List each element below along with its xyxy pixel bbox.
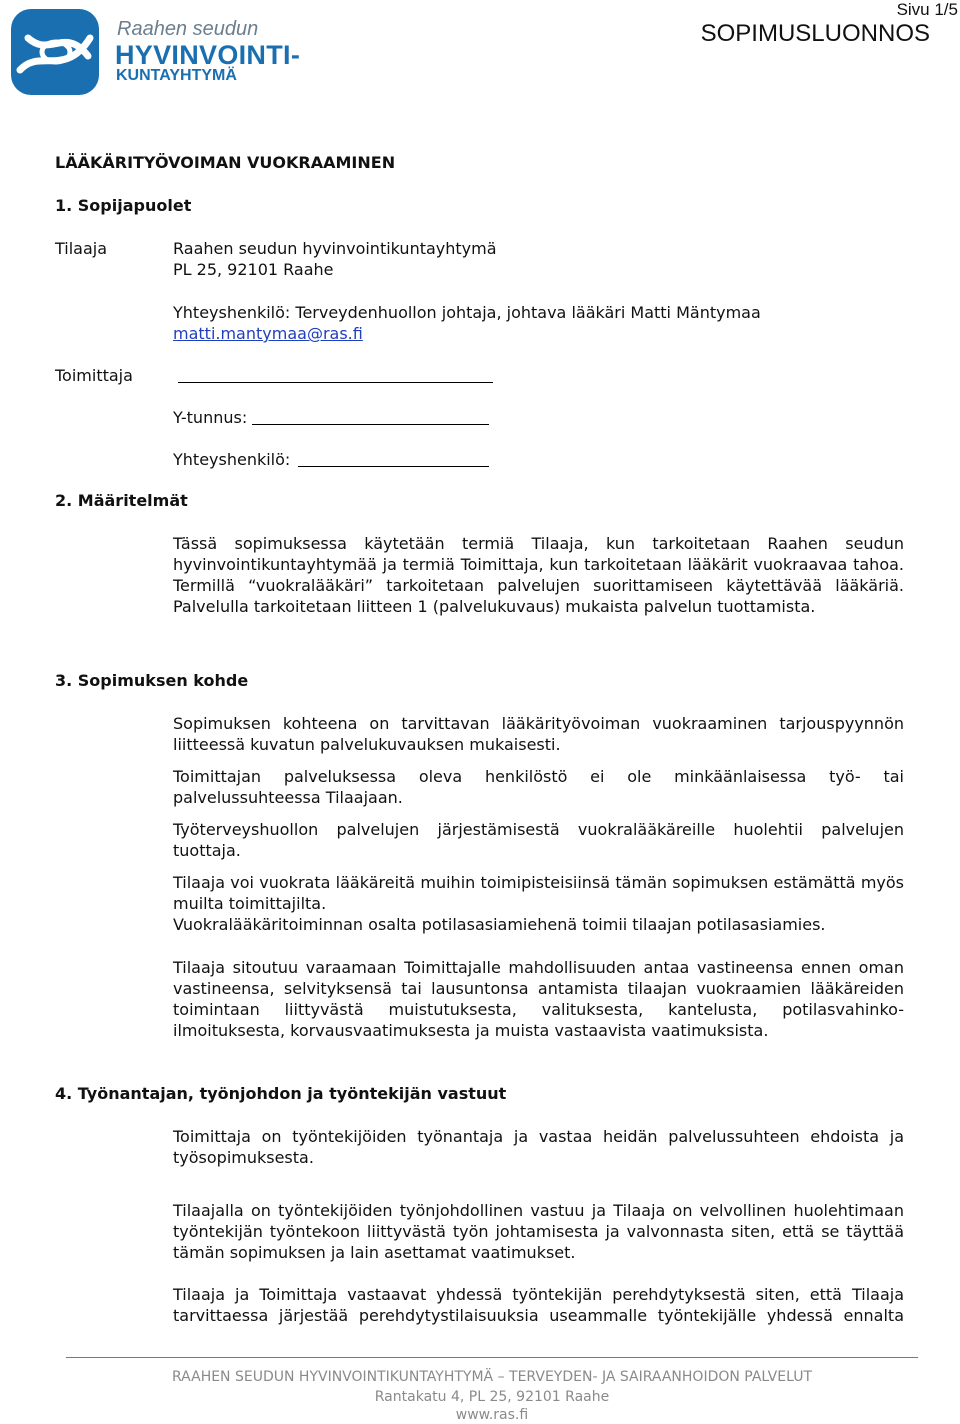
logo-text-line1: Raahen seudun — [117, 18, 259, 40]
footer-address: Rantakatu 4, PL 25, 92101 Raahe — [374, 1389, 610, 1405]
section4-paragraph-1: Toimittaja on työntekijöiden työnantaja ja vastaa heidän palvelussuhteen ehdoista ja työsopimuksesta. — [173, 1127, 904, 1167]
section2-paragraph: Tässä sopimuksessa käytetään termiä Tilaaja, kun tarkoitetaan Raahen seudun hyvinvointikuntayhtymää ja termiä Toimittaja, kun tarkoitetaan lääkärit vuokraavaa tahoa. Termillä “vuokralääkäri” tarkoitetaan palvelujen suorittamiseen käytettävää lääkäriä. Palvelulla tarkoitetaan liitteen 1 (palvelukuvaus) mukaista palvelun tuottamista. — [173, 534, 904, 616]
tilaaja-address: PL 25, 92101 Raahe — [173, 260, 334, 279]
section3-paragraph-4: Tilaaja voi vuokrata lääkäreitä muihin toimipisteisiinsä tämän sopimuksen estämättä myös muilta toimittajilta. — [173, 873, 904, 913]
section3-paragraph-2: Toimittajan palveluksessa oleva henkilöstö ei ole minkäänlaisessa työ- tai palvelussuhteessa Tilaajaan. — [173, 767, 904, 807]
footer-organization: RAAHEN SEUDUN HYVINVOINTIKUNTAYHTYMÄ – TERVEYDEN- JA SAIRAANHOIDON PALVELUT — [171, 1369, 813, 1385]
document-title: LÄÄKÄRITYÖVOIMAN VUOKRAAMINEN — [55, 153, 396, 172]
page-number: Sivu 1/5 — [896, 0, 958, 19]
section1-heading: 1. Sopijapuolet — [55, 196, 192, 215]
knot-logo-icon — [10, 8, 102, 98]
footer-website[interactable]: www.ras.fi — [455, 1407, 529, 1423]
footer-divider — [66, 1357, 918, 1358]
logo-text-line2: HYVINVOINTI- — [115, 40, 301, 70]
tilaaja-label: Tilaaja — [55, 239, 108, 258]
section4-heading: 4. Työnantajan, työnjohdon ja työntekijän vastuut — [55, 1084, 507, 1103]
document-status-label: SOPIMUSLUONNOS — [700, 20, 930, 47]
section3-paragraph-3: Työterveyshuollon palvelujen järjestämisestä vuokralääkäreille huolehtii palvelujen tuottaja. — [173, 820, 904, 860]
yhteyshenkilo-label: Yhteyshenkilö: — [173, 450, 291, 469]
ytunnus-blank-line — [252, 424, 489, 425]
toimittaja-blank-line — [178, 382, 493, 383]
yhteyshenkilo-blank-line — [298, 466, 489, 467]
section3-paragraph-1: Sopimuksen kohteena on tarvittavan lääkärityövoiman vuokraaminen tarjouspyynnön liitteessä kuvatun palvelukuvauksen mukaisesti. — [173, 714, 904, 754]
section3-paragraph-6: Tilaaja sitoutuu varaamaan Toimittajalle mahdollisuuden antaa vastineensa ennen oman vastineensa, selvityksensä tai lausuntonsa antamista tilaajan vuokraamien lääkäreiden toimintaan liittyvästä muistutuksesta, valituksesta, kantelusta, potilasvahinko-ilmoituksesta, korvausvaatimuksesta ja muista vastaavista vaatimuksista. — [173, 958, 904, 1040]
ytunnus-label: Y-tunnus: — [173, 408, 248, 427]
section3-heading: 3. Sopimuksen kohde — [55, 671, 249, 690]
logo-text-line3: KUNTAYHTYMÄ — [116, 67, 237, 84]
tilaaja-name: Raahen seudun hyvinvointikuntayhtymä — [173, 239, 497, 258]
tilaaja-email-link[interactable]: matti.mantymaa@ras.fi — [173, 324, 363, 343]
tilaaja-contact: Yhteyshenkilö: Terveydenhuollon johtaja, johtava lääkäri Matti Mäntymaa — [173, 303, 761, 322]
section4-paragraph-3: Tilaaja ja Toimittaja vastaavat yhdessä työntekijän perehdytyksestä siten, että Tilaaja tarvittaessa järjestää perehdytystilaisuuksia useammalle työntekijälle yhdessä ennalta — [173, 1285, 904, 1325]
section2-heading: 2. Määritelmät — [55, 491, 188, 510]
toimittaja-label: Toimittaja — [55, 366, 133, 385]
section4-paragraph-2: Tilaajalla on työntekijöiden työnjohdollinen vastuu ja Tilaaja on velvollinen huolehtimaan työntekijän työntekoon liittyvästä työn johtamisesta ja valvonnasta siten, että se täyttää tämän sopimuksen ja lain asettamat vaatimukset. — [173, 1201, 904, 1262]
section3-paragraph-5: Vuokralääkäritoiminnan osalta potilasasiamiehenä toimii tilaajan potilasasiamies. — [173, 915, 826, 934]
